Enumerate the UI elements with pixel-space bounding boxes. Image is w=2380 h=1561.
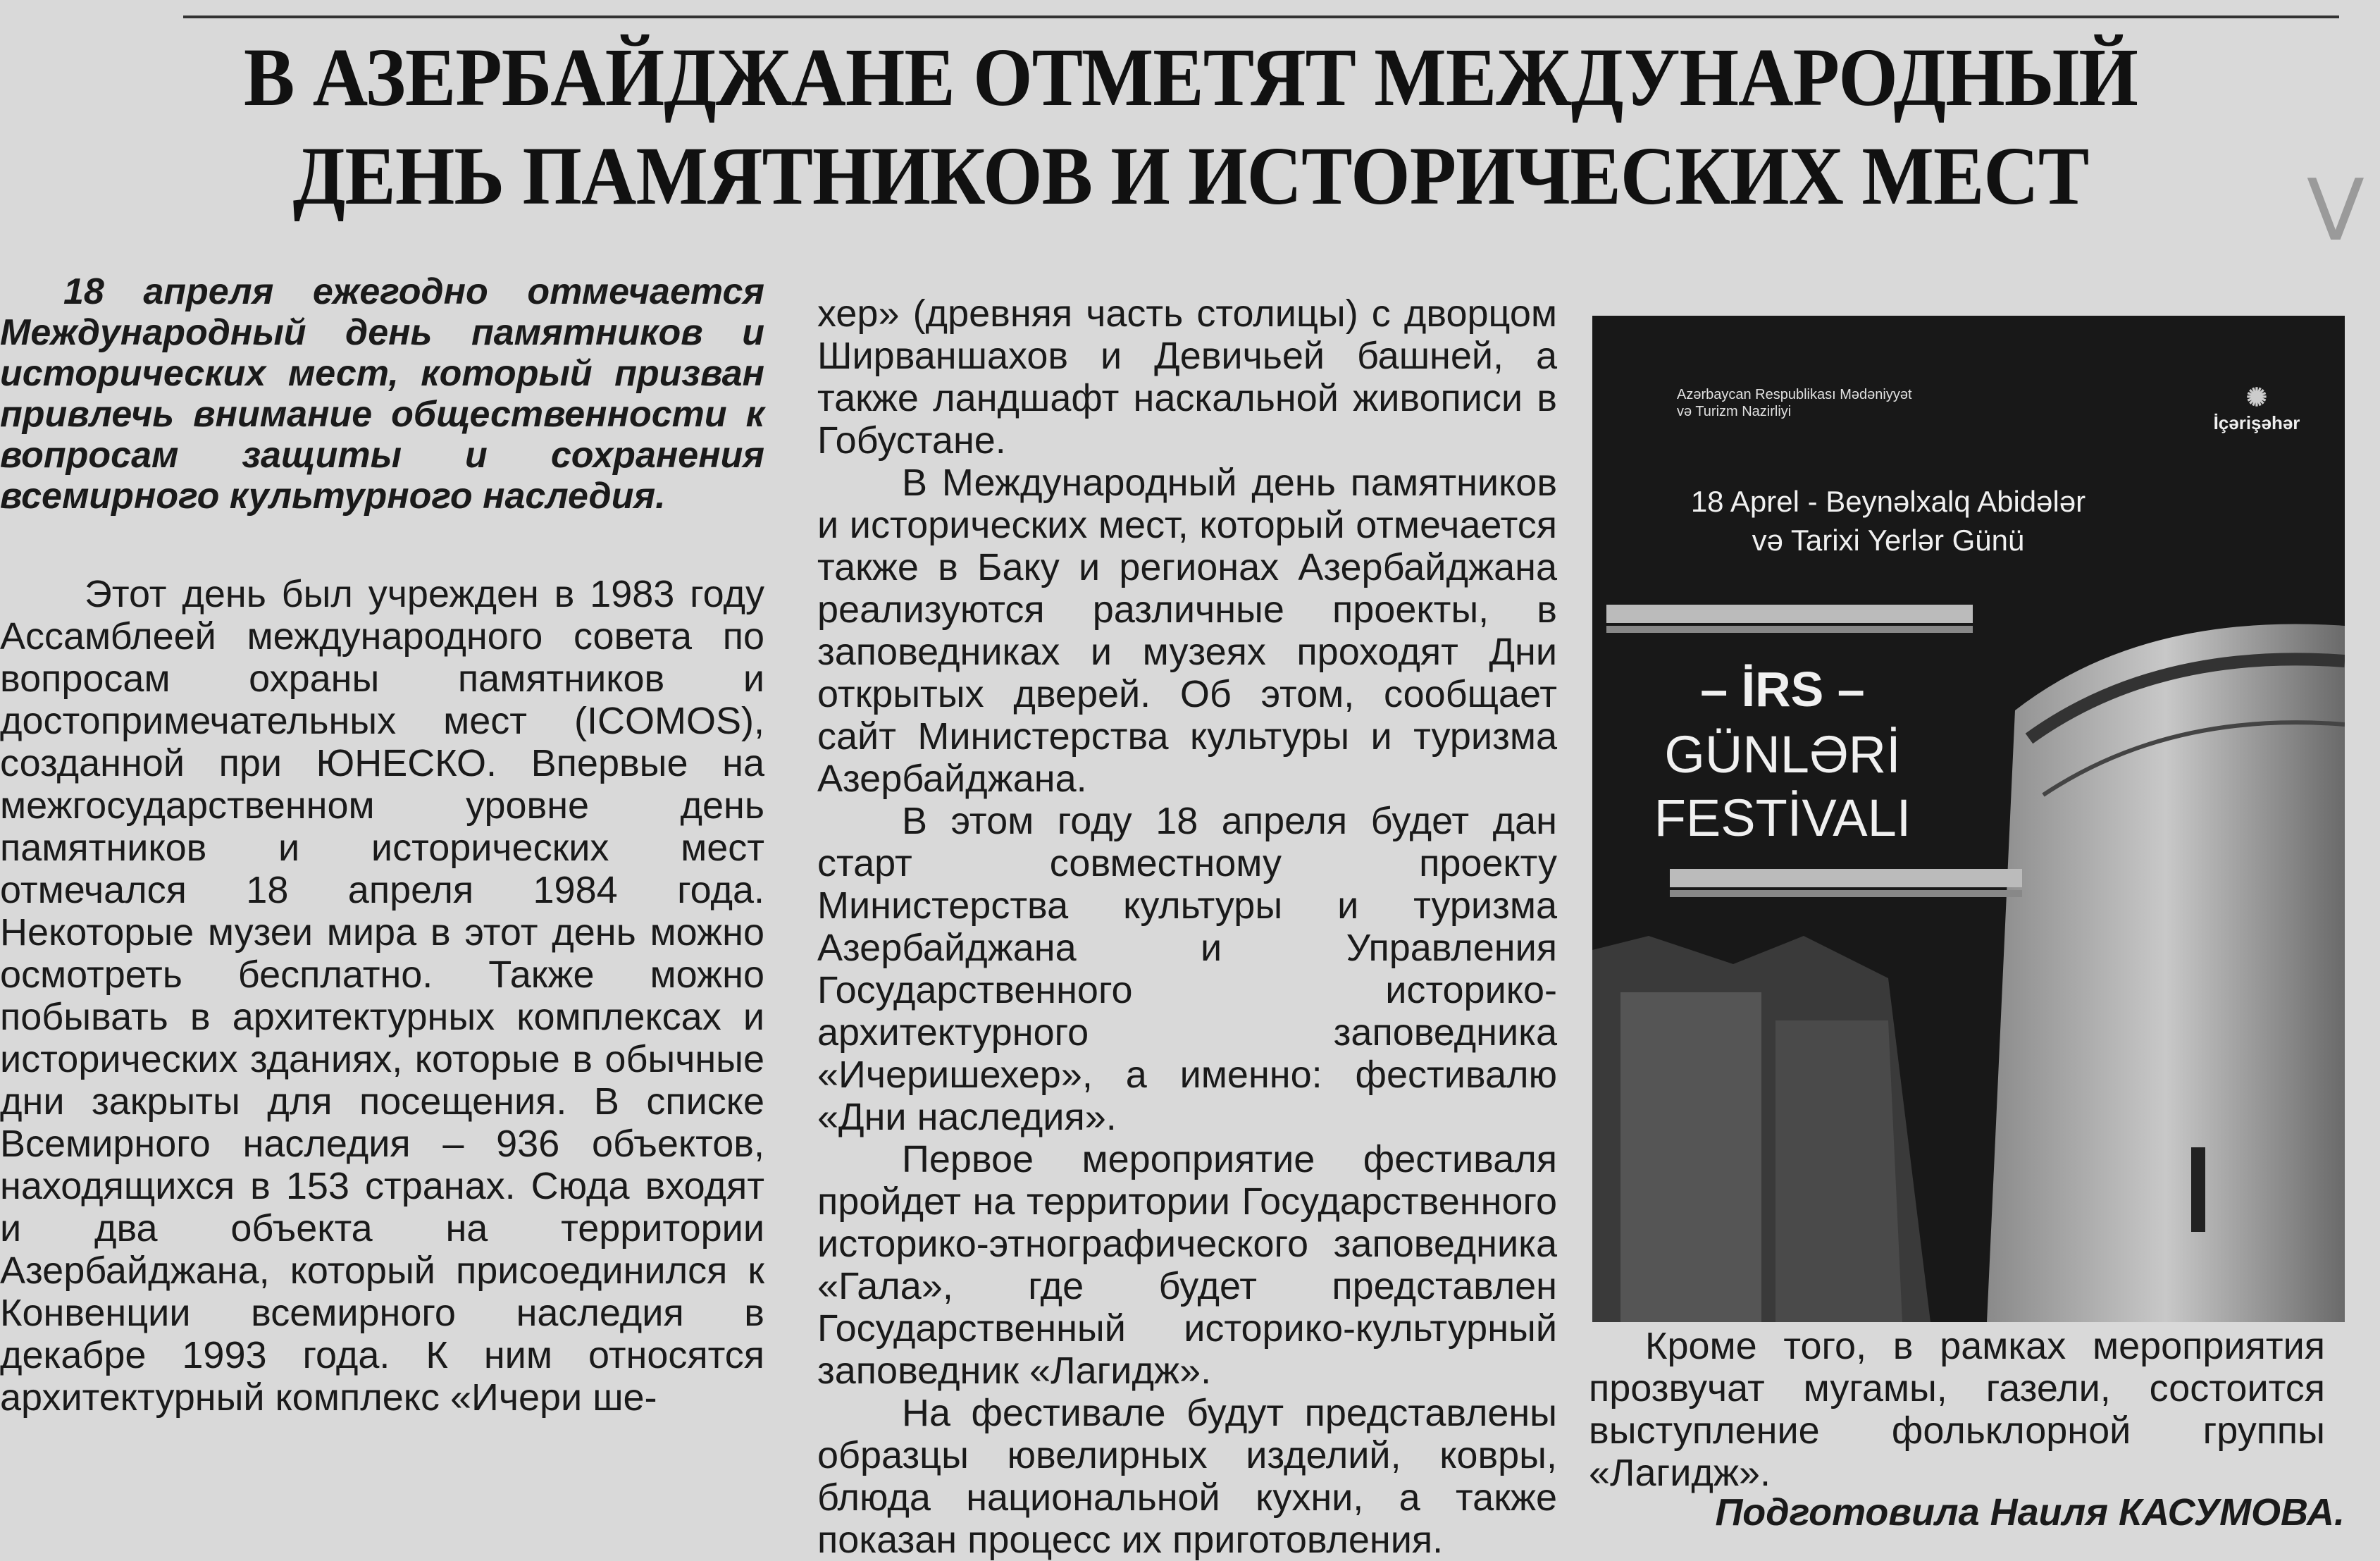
headline-line-2: ДЕНЬ ПАМЯТНИКОВ И ИСТОРИЧЕСКИХ МЕСТ — [292, 130, 2089, 222]
poster-festival-line-1: GÜNLƏRİ — [1664, 725, 1901, 784]
body-paragraph: Этот день был учрежден в 1983 году Ассамблеей международного совета по вопросам охраны памятников и достопримечательных мест (ICOMOS), созданной при ЮНЕСКО. Впервые на межгосударственном уровне день памятников и исторических мест отмечался 18 апреля 1984 года. Некоторые музеи мира в этот день можно осмотреть бесплатно. Также можно побывать в архитектурных комплексах и исторических зданиях, которые в обычные дни закрыты для посещения. В списке Всемирного наследия – 936 объектов, находящихся в 153 странах. Сюда входят и два объекта на территории Азербайджана, который присоединился к Конвенции всемирного наследия в декабре 1993 года. К ним относятся архитектурный комплекс «Ичери ше- — [0, 573, 764, 1419]
body-paragraph: На фестивале будут представлены образцы ювелирных изделий, ковры, блюда национальной кухни, а также показан процесс их приготовления. — [817, 1392, 1557, 1561]
festival-poster-photo — [1592, 316, 2345, 1322]
margin-checkmark: V — [2306, 162, 2364, 260]
caption-text: Кроме того, в рамках мероприятия прозвучат мугамы, газели, состоится выступление фольклорной группы «Лагидж». — [1589, 1325, 2325, 1494]
column-left — [0, 271, 764, 1419]
emblem-icon: ✺ — [2245, 383, 2268, 412]
poster-date-line-2: və Tarixi Yerlər Günü — [1752, 524, 2025, 557]
poster-festival-line-2: FESTİVALI — [1654, 789, 1911, 847]
headline-line-1: В АЗЕРБАЙДЖАНЕ ОТМЕТЯТ МЕЖДУНАРОДНЫЙ — [244, 31, 2138, 123]
lead-paragraph: 18 апреля ежегодно отмечается Международный день памятников и исторических мест, который призван привлечь внимание общественности к вопросам защиты и сохранения всемирного культурного наследия. — [0, 271, 764, 517]
poster-date-line-1: 18 Aprel - Beynəlxalq Abidələr — [1690, 485, 2086, 518]
body-paragraph: В Международный день памятников и исторических мест, который отмечается также в Баку и регионах Азербайджана реализуются различные проекты, в заповедниках и музеях проходят Дни открытых дверей. Об этом, сообщает сайт Министерства культуры и туризма Азербайджана. — [817, 462, 1557, 800]
photo-caption — [1589, 1325, 2325, 1494]
author-signature: Подготовила Наиля КАСУМОВА. — [1715, 1491, 2345, 1534]
ministry-logo-text: Azərbaycan Respublikası Mədəniyyət və Turizm Nazirliyi — [1677, 387, 1912, 419]
headline — [160, 28, 2221, 226]
body-paragraph: В этом году 18 апреля будет дан старт совместному проекту Министерства культуры и туризма Азербайджана и Управления Государственного историко-архитектурного заповедника «Ичеришехер», а именно: фестивалю «Дни наследия». — [817, 800, 1557, 1138]
column-middle — [817, 292, 1557, 1561]
body-paragraph: хер» (древняя часть столицы) с дворцом Ширваншахов и Девичьей башней, а также ландшафт наскальной живописи в Гобустане. — [817, 292, 1557, 462]
icherisheher-logo — [2197, 383, 2317, 434]
top-rule — [183, 16, 2339, 18]
poster-irs-title: – İRS – — [1700, 662, 1865, 717]
brand-label: İçərişəhər — [2213, 412, 2300, 433]
body-paragraph: Первое мероприятие фестиваля пройдет на территории Государственного историко-этнографического заповедника «Гала», где будет представлен Государственный историко-культурный заповедник «Лагидж». — [817, 1138, 1557, 1392]
